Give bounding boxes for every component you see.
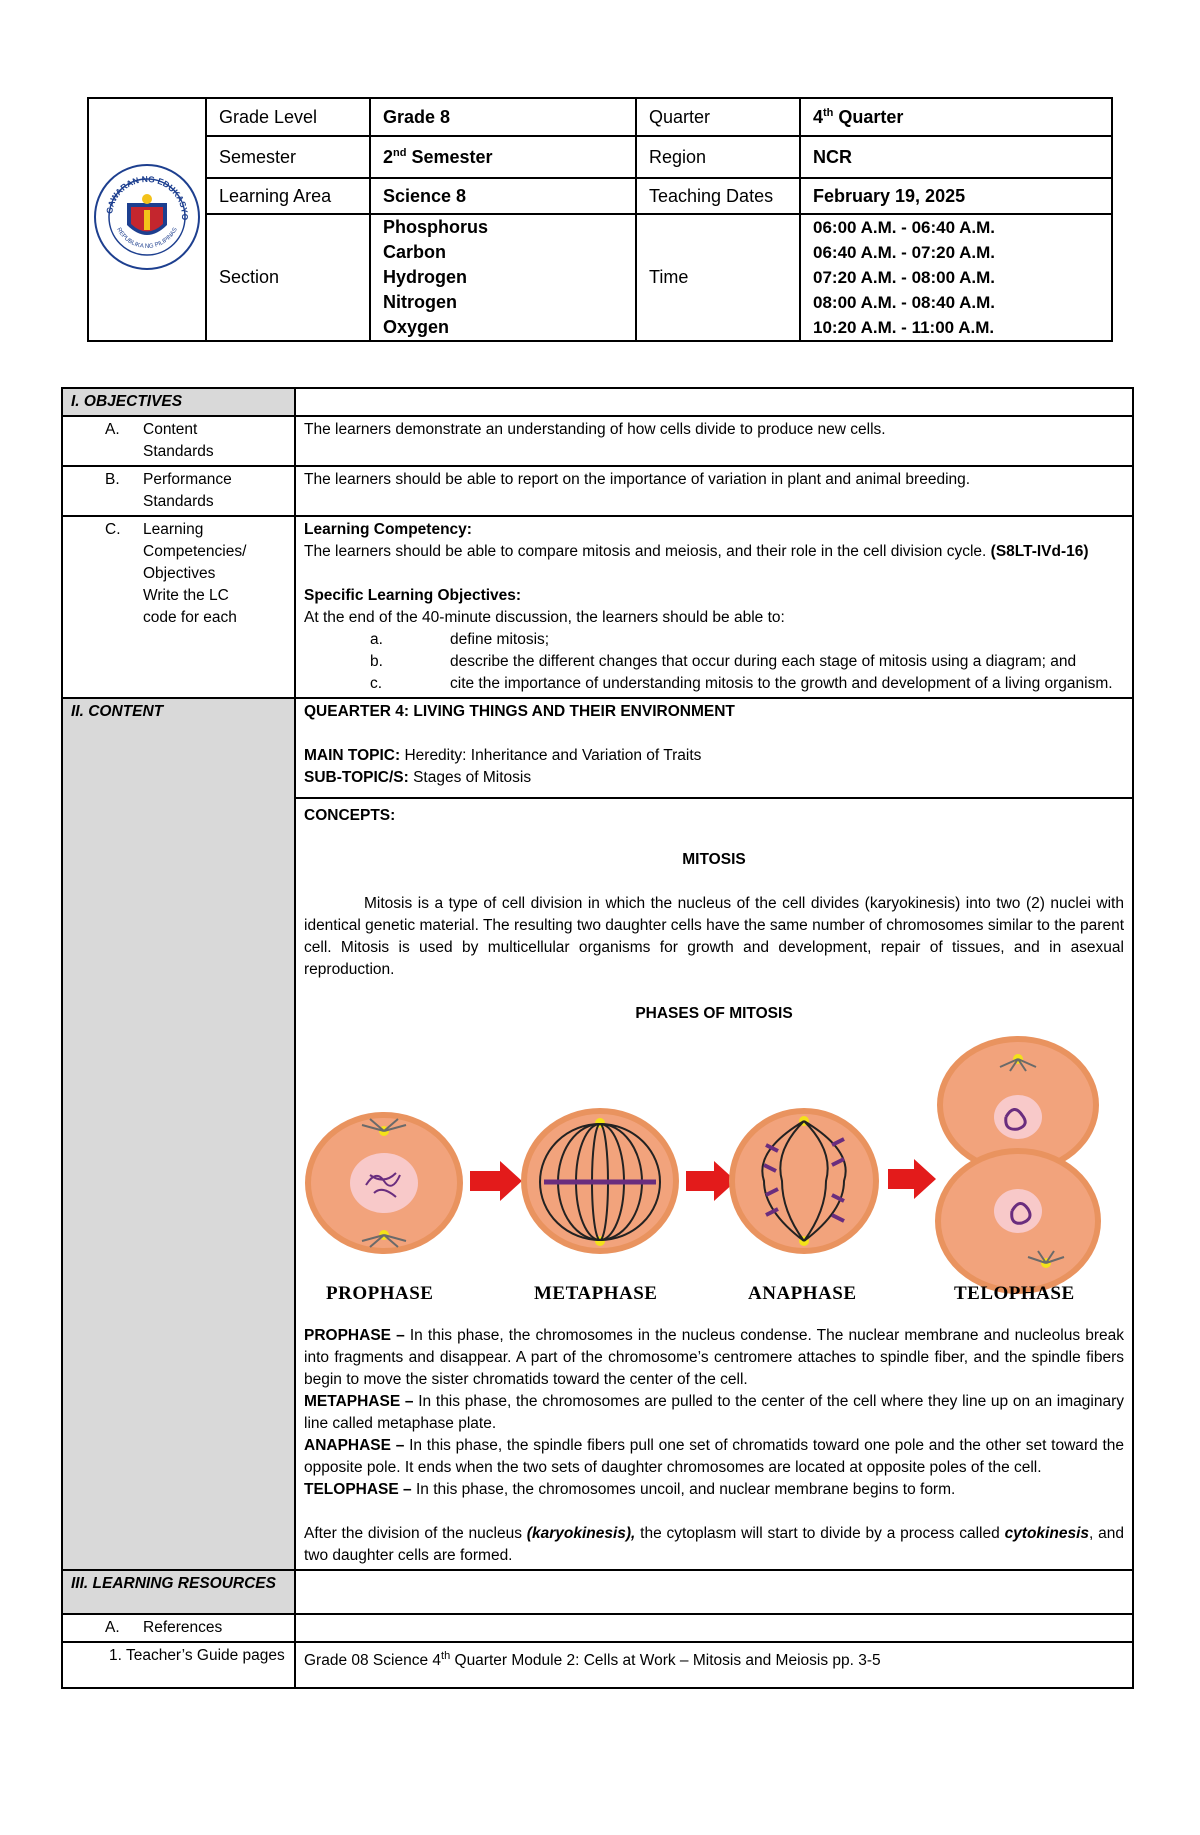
time-item: 08:00 A.M. - 08:40 A.M. <box>813 293 996 312</box>
mitosis-paragraph: Mitosis is a type of cell division in which the nucleus of the cell divides (karyokinesis) into two (2) nuclei with identical genetic material. The resulting two daughter cells have the same number of chromosomes similar to the parent cell. Mitosis is used by multicellular organisms for growth and development, repair of tissues, and in asexual reproduction. <box>304 895 1124 978</box>
learning-area-label: Learning Area <box>206 178 370 214</box>
competencies-label: Learning Competencies/ Objectives Write the LC code for each <box>143 521 247 626</box>
resources-title: III. LEARNING RESOURCES <box>62 1570 295 1614</box>
quarter-line: QUEARTER 4: LIVING THINGS AND THEIR ENVIRONMENT <box>304 703 735 720</box>
closing-paragraph: After the division of the nucleus (karyokinesis), the cytoplasm will start to divide by a process called cytokinesis, and two daughter cells are formed. <box>304 1525 1124 1564</box>
anaphase-label: ANAPHASE <box>748 1283 857 1304</box>
teachers-guide-label: 1. Teacher’s Guide pages <box>62 1642 295 1688</box>
section-label: Section <box>206 214 370 341</box>
teaching-dates-label: Teaching Dates <box>636 178 800 214</box>
main-topic: Heredity: Inheritance and Variation of Traits <box>400 747 702 764</box>
learning-area-value: Science 8 <box>370 178 636 214</box>
arrow-icon <box>470 1161 522 1201</box>
references-label-cell <box>62 1614 295 1642</box>
competency-heading: Learning Competency: <box>304 521 472 538</box>
prophase-description: PROPHASE – In this phase, the chromosomes in the nucleus condense. The nuclear membrane and nucleolus break into fragments and disappear. A part of the chromosome’s centromere attaches to spindle fiber, and the spindle fibers begin to move the sister chromatids toward the center of the cell. <box>304 1327 1124 1388</box>
mitosis-heading: MITOSIS <box>682 851 746 868</box>
references-empty-cell <box>295 1614 1133 1642</box>
list-item: a. define mitosis; <box>370 631 550 648</box>
quarter-label: Quarter <box>636 98 800 136</box>
content-title: II. CONTENT <box>62 698 295 1570</box>
deped-seal-icon <box>93 163 201 271</box>
grade-level-value: Grade 8 <box>370 98 636 136</box>
content-standards-label: Content Standards <box>143 421 214 460</box>
prophase-cell <box>308 1115 460 1251</box>
main-topic-label: MAIN TOPIC: <box>304 747 401 764</box>
performance-standards-label: Performance Standards <box>143 471 232 510</box>
sub-topic-label: SUB-TOPIC/S: <box>304 769 409 786</box>
letter: C. <box>105 521 121 538</box>
list-item: c. cite the importance of understanding mitosis to the growth and development of a living organism. <box>370 675 1113 692</box>
quarter-value: 4th Quarter <box>800 98 1112 136</box>
list-item: b. describe the different changes that occur during each stage of mitosis using a diagram; and <box>370 653 1077 670</box>
sub-topic: Stages of Mitosis <box>408 769 532 786</box>
competency-code: (S8LT-IVd-16) <box>990 543 1089 560</box>
performance-standards-label-cell <box>62 466 295 516</box>
anaphase-description: ANAPHASE – In this phase, the spindle fibers pull one set of chromatids toward one pole and the other set toward the opposite pole. It ends when the two sets of daughter chromosomes are located at opposite poles of the cell. <box>304 1437 1124 1476</box>
telophase-description: TELOPHASE – In this phase, the chromosomes uncoil, and nuclear membrane begins to form. <box>304 1481 956 1498</box>
section-item: Hydrogen <box>383 267 468 287</box>
content-standards-label-cell <box>62 416 295 466</box>
references-label: References <box>143 1619 223 1636</box>
performance-standards-text: The learners should be able to report on the importance of variation in plant and animal breeding. <box>295 466 1133 516</box>
resources-empty-cell <box>295 1570 1133 1614</box>
time-item: 10:20 A.M. - 11:00 A.M. <box>813 318 995 337</box>
letter: A. <box>105 1619 120 1636</box>
concepts-label: CONCEPTS: <box>304 807 396 824</box>
concepts-cell <box>295 798 1133 1570</box>
grade-level-label: Grade Level <box>206 98 370 136</box>
specific-objectives-heading: Specific Learning Objectives: <box>304 587 522 604</box>
logo-top-text: GAWARAN NG EDUKASYO <box>104 173 191 221</box>
objectives-title: I. OBJECTIVES <box>62 388 295 416</box>
time-item: 06:40 A.M. - 07:20 A.M. <box>813 243 996 262</box>
metaphase-description: METAPHASE – In this phase, the chromosomes are pulled to the center of the cell where they line up on an imaginary line called metaphase plate. <box>304 1393 1124 1432</box>
region-label: Region <box>636 136 800 178</box>
logo-bottom-text: REPUBLIKA NG PILIPINAS <box>115 226 179 250</box>
content-standards-text: The learners demonstrate an understanding of how cells divide to produce new cells. <box>295 416 1133 466</box>
region-value: NCR <box>800 136 1112 178</box>
specific-objectives-list <box>304 629 1124 695</box>
time-label: Time <box>636 214 800 341</box>
section-item: Phosphorus <box>383 217 489 237</box>
time-list <box>800 214 1112 341</box>
teaching-dates-value: February 19, 2025 <box>800 178 1112 214</box>
letter: A. <box>105 421 120 438</box>
section-item: Nitrogen <box>383 292 457 312</box>
teachers-guide-text: Grade 08 Science 4th Quarter Module 2: Cells at Work – Mitosis and Meiosis pp. 3-5 <box>295 1642 1133 1688</box>
content-topic-cell <box>295 698 1133 798</box>
prophase-label: PROPHASE <box>326 1283 434 1304</box>
anaphase-cell <box>732 1111 876 1251</box>
telophase-cells <box>938 1039 1098 1291</box>
section-list <box>370 214 636 341</box>
time-item: 07:20 A.M. - 08:00 A.M. <box>813 268 996 287</box>
section-item: Carbon <box>383 242 446 262</box>
phases-heading: PHASES OF MITOSIS <box>635 1005 793 1022</box>
header-table <box>87 97 1113 342</box>
objectives-empty-cell <box>295 388 1133 416</box>
specific-objectives-intro: At the end of the 40-minute discussion, the learners should be able to: <box>304 609 785 626</box>
semester-label: Semester <box>206 136 370 178</box>
arrow-icon <box>686 1161 736 1201</box>
time-item: 06:00 A.M. - 06:40 A.M. <box>813 218 996 237</box>
competency-text: The learners should be able to compare mitosis and meiosis, and their role in the cell division cycle. <box>304 543 987 560</box>
competencies-label-cell <box>62 516 295 698</box>
arrow-icon <box>888 1159 936 1199</box>
semester-value: 2nd Semester <box>370 136 636 178</box>
metaphase-label: METAPHASE <box>534 1283 658 1304</box>
mitosis-phases-diagram <box>304 1035 1124 1325</box>
lesson-plan-table <box>61 387 1134 1689</box>
metaphase-cell <box>524 1111 676 1251</box>
deped-logo-cell <box>88 98 206 341</box>
letter: B. <box>105 471 120 488</box>
mitosis-diagram-svg <box>304 1035 1124 1305</box>
competencies-cell <box>295 516 1133 698</box>
section-item: Oxygen <box>383 317 450 337</box>
telophase-label: TELOPHASE <box>954 1283 1075 1304</box>
